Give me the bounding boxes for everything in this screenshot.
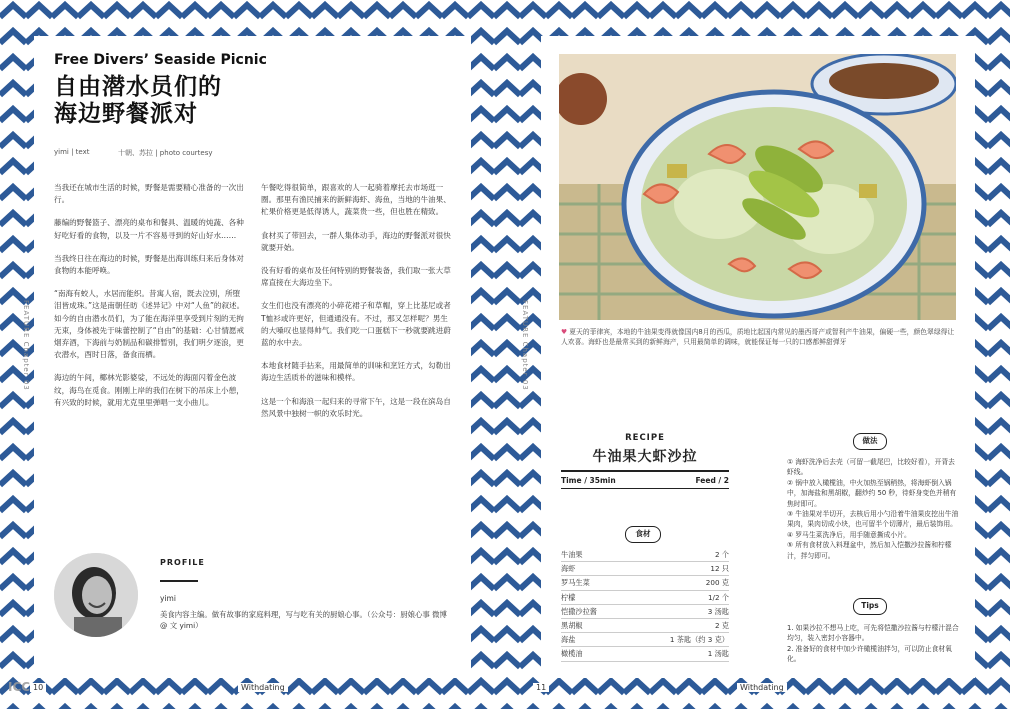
ingredient-qty: 2 个 [714, 550, 729, 559]
page-number-left: 10 [30, 683, 46, 692]
tip-item: 1. 如果沙拉不想马上吃，可先将恺撒沙拉酱与柠檬汁混合均匀，装入密封小容器中。 [787, 624, 959, 643]
recipe-divider-bottom [561, 488, 729, 489]
profile-avatar [54, 553, 138, 637]
recipe-time: Time / 35min [561, 476, 616, 485]
method-step: ④ 罗马生菜洗净后，用手随意撕成小片。 [787, 530, 911, 539]
right-page [541, 36, 975, 678]
recipe-divider-top [561, 470, 729, 472]
ingredient-qty: 1 茶匙（约 3 克） [669, 635, 729, 645]
ingredients-list [561, 548, 729, 662]
profile-name: yimi [160, 594, 176, 603]
ingredient-qty: 12 只 [710, 564, 729, 574]
title-chinese-line2: 海边野餐派对 [54, 101, 198, 127]
side-chapter-label-right: FEATURE Chapter 03 [521, 300, 529, 391]
ingredient-qty: 200 克 [705, 578, 729, 588]
heart-icon: ♥ [561, 328, 568, 336]
photo-caption [561, 327, 955, 347]
method-heading: 做法 [853, 433, 887, 450]
ingredient-row [561, 576, 729, 590]
ingredient-row [561, 605, 729, 619]
paragraph: 这是一个和海浪一起归来的寻常下午，这是一段在滨岛自然风景中独树一帜的欢乐时光。 [261, 396, 451, 418]
method-step: ① 海虾洗净后去壳（可留一截尾巴，比较好看），开背去虾线。 [787, 458, 955, 477]
title-chinese-line1: 自由潜水员们的 [54, 74, 222, 100]
paragraph: “南海有蛟人，水居而能织。昔寓人宿，既去泣别，所堕泪皆成珠。”这是南朝任昉《述异记》中对“人鱼”的叙述。如今的自由潜水员们，为了能在海洋里享受到片刻的无拘无束，身体被先于味蕾控制了“自由”的基础：心甘情愿戒烟弃酒，下海前与奶制品和碳排暂别，我们明夕逐浪，更衣潜水，酉时日落，备食而栖。 [54, 289, 245, 360]
profile-divider [160, 580, 198, 582]
paragraph: 海边的午间，椰林光影婆娑，不远处的海面闪着金色波纹，海鸟在觅食。刚刚上岸的我们在树下的吊床上小憩，有兴致的时候，就用尤克里里弹唱一支小曲儿。 [54, 373, 244, 407]
tips-list [787, 623, 959, 665]
ingredients-heading: 食材 [625, 526, 661, 543]
method-step: ② 锅中放入橄榄油，中火加热至锅稍热，将海虾倒入锅中，加海盐和黑胡椒，翻炒约 50 秒，待虾身变色并稍有焦时即可。 [787, 478, 957, 508]
footer-brand-right: Withdating [737, 683, 787, 692]
recipe-title: 牛油果大虾沙拉 [592, 449, 698, 465]
method-step: ③ 牛油果对半切开，去核后用小勺沿着牛油果皮挖出牛油果肉，果肉切成小块，也可留半个切薄片，最后装饰用。 [787, 510, 959, 529]
paragraph: 当我还在城市生活的时候，野餐是需要精心准备的一次出行。 [54, 183, 244, 205]
recipe-feed: Feed / 2 [695, 476, 729, 485]
ingredient-row [561, 633, 729, 647]
recipe-label: RECIPE [625, 433, 665, 443]
photo-caption-text: 夏天的菲律宾，本地的牛油果变得就像国内8月的西瓜，质地比起国内常见的墨西哥产或智利产牛油果，偏硬一些，颜色翠绿得让人欢喜。海虾也是最常买到的新鲜海产，只用最简单的调味，就能保证每一只的口感都鲜甜弹牙 [561, 328, 955, 346]
ingredient-row [561, 591, 729, 605]
method-steps [787, 457, 959, 561]
method-step: ⑤ 所有食材放入料理盆中，然后加入恺撒沙拉酱和柠檬汁，拌匀即可。 [787, 541, 952, 560]
ingredient-name: 黑胡椒 [561, 621, 583, 631]
left-page [34, 36, 471, 678]
footer-brand-left: Withdating [238, 683, 288, 692]
ingredient-row [561, 647, 729, 661]
paragraph: 午餐吃得很简单，跟喜欢的人一起骑着摩托去市场逛一圈。那里有渔民捕来的新鲜海虾、海鱼，当地的牛油果、杧果价格更是低得诱人，蔬菜贵一些，但也胜在精致。 [261, 183, 451, 217]
ingredient-name: 海虾 [561, 564, 576, 574]
paragraph: 食材买了带回去，一群人集体动手，海边的野餐派对很快就要开始。 [261, 230, 451, 252]
paragraph: 藤编的野餐篮子、漂亮的桌布和餐具、温暖的炖蔬、各种好吃好看的食物，以及一片不容易寻到的好山好水…… [54, 218, 244, 240]
ingredient-row [561, 562, 729, 576]
ingredient-name: 恺撒沙拉酱 [561, 606, 597, 616]
profile-bio: 美食内容主编。做有故事的家庭料理，写与吃有关的厨娘心事。（公众号：厨娘心事 微博 @ 文 yimi） [160, 610, 447, 630]
tip-item: 2. 准备好的食材中加少许橄榄油拌匀，可以防止食材氧化。 [787, 644, 952, 664]
ingredient-row [561, 548, 729, 562]
page-number-right: 11 [533, 683, 549, 692]
ingredient-qty: 1/2 个 [707, 592, 729, 602]
watermark-logo: ICC [8, 680, 31, 694]
ingredient-qty: 2 克 [714, 621, 729, 631]
salad-photo [559, 54, 956, 320]
tips-heading: Tips [853, 598, 887, 615]
article-column-2 [261, 182, 454, 431]
title-english: Free Divers’ Seaside Picnic [54, 52, 267, 68]
article-column-1 [54, 182, 246, 420]
ingredient-qty: 3 汤匙 [707, 606, 729, 616]
credit-photo: 十朝、苏拉 | photo courtesy [118, 149, 213, 157]
paragraph: 当我终日往在海边的时候，野餐是出海训练归来后身体对食物的本能呼唤。 [54, 253, 244, 276]
credit-text: yimi | text [54, 148, 90, 156]
title-chinese [54, 74, 222, 128]
profile-heading: PROFILE [160, 558, 205, 567]
ingredient-qty: 1 汤匙 [707, 649, 729, 659]
recipe-meta [561, 476, 729, 485]
paragraph: 没有好看的桌布及任何特别的野餐装备，我们取一张大草席直接在大海边坐下。 [261, 266, 451, 288]
paragraph: 本地食材随手拈来，用最简单的训味和烹饪方式，勾勒出海边生活质朴的滋味和模样。 [261, 361, 451, 383]
ingredient-name: 橄榄油 [561, 649, 583, 659]
ingredient-name: 柠檬 [561, 592, 576, 602]
ingredient-name: 海盐 [561, 635, 576, 645]
ingredient-name: 牛油果 [561, 550, 583, 559]
ingredient-name: 罗马生菜 [561, 578, 590, 588]
ingredient-row [561, 619, 729, 633]
paragraph: 女生们也没有漂亮的小碎花裙子和草帽，穿上比基尼或者T恤衫或许更好，但通通没有。不过，那又怎样呢？男生的大嗓叹也显得帅气。我们吃一口蛋糕下一秒就要跳进蔚蓝的水中去。 [261, 301, 451, 348]
side-chapter-label: FEATURE Chapter 03 [22, 300, 30, 391]
